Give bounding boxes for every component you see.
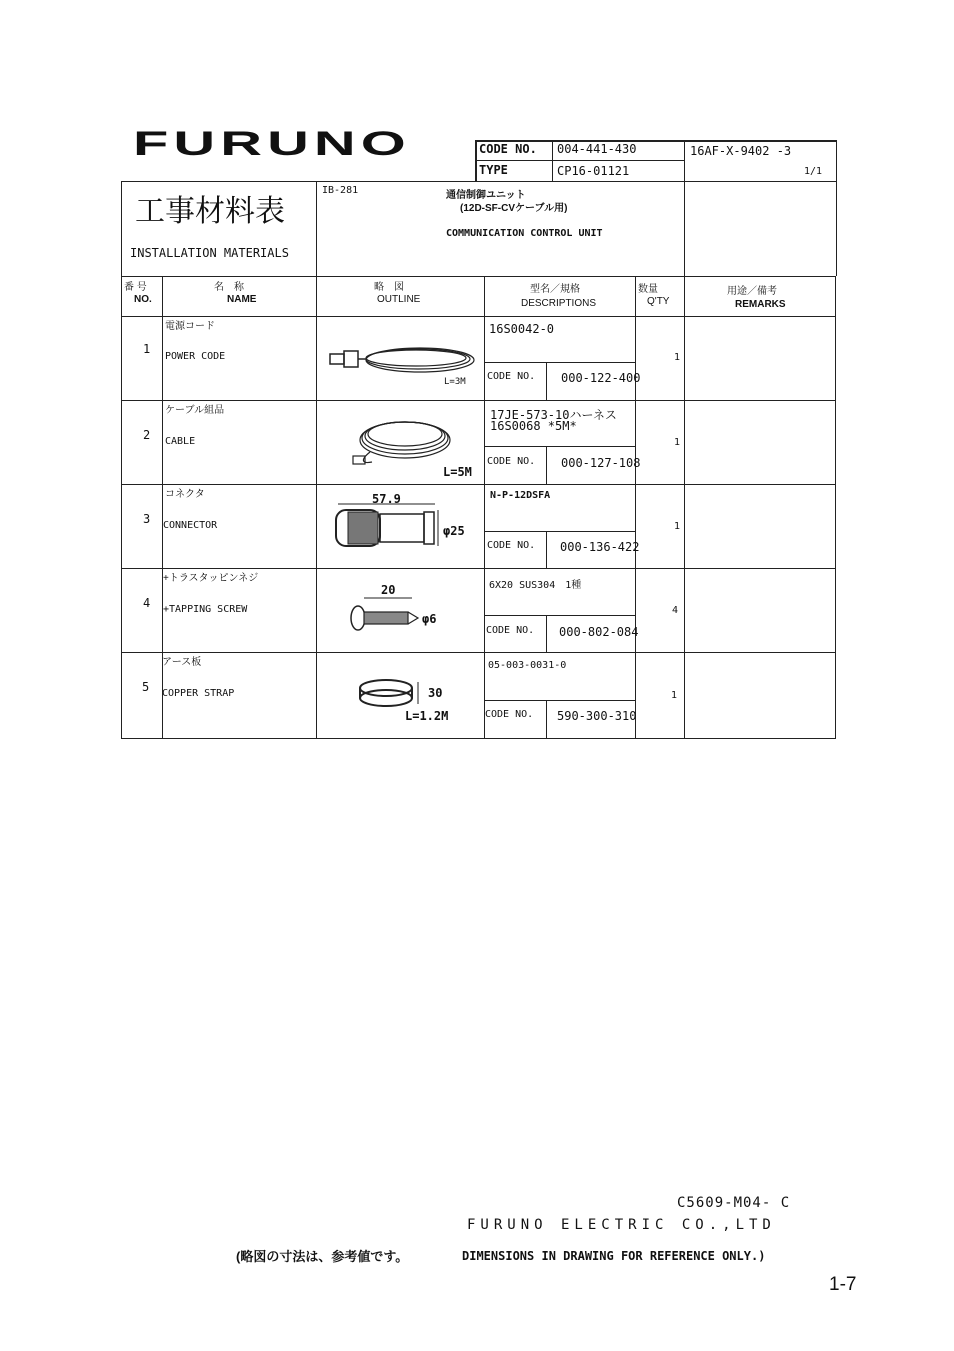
col-outline-jp: 略 図 — [374, 282, 404, 293]
unit-jp-2: (12D-SF-CVケーブル用) — [460, 203, 568, 214]
connector-drawing — [332, 500, 447, 552]
row-dim: L=3M — [444, 377, 466, 387]
desc-sub-4 — [484, 615, 635, 616]
col-name-jp: 名 称 — [214, 282, 244, 293]
row-name-en: POWER CODE — [165, 351, 226, 362]
row-name-en: CONNECTOR — [163, 520, 218, 531]
col-qty-jp: 数量 — [638, 284, 658, 295]
row-code-label: CODE NO. — [487, 456, 536, 467]
row-qty: 1 — [674, 521, 681, 532]
title-jp: 工事材料表 — [135, 194, 285, 229]
row-qty: 4 — [672, 605, 679, 616]
row-name-jp: 電源コード — [165, 321, 215, 332]
col-line-name — [162, 276, 163, 739]
table-border-right — [835, 276, 836, 739]
row-code-label: CODE NO. — [487, 540, 536, 551]
screw-drawing — [346, 594, 426, 634]
header-col-divider — [552, 140, 553, 182]
row-desc: 17JE-573-10ハーネス — [490, 408, 617, 422]
col-no-en: NO. — [134, 294, 152, 305]
row-qty: 1 — [671, 690, 678, 701]
col-no-jp: 番 号 — [124, 282, 147, 293]
row-no: 3 — [143, 512, 151, 526]
column-header-border-top — [121, 276, 836, 277]
col-line-outline — [316, 276, 317, 739]
code-no-value: 004-441-430 — [557, 142, 637, 156]
table-border-bottom — [121, 738, 836, 739]
doc-number: C5609-M04- C — [677, 1195, 791, 1211]
type-value: CP16-01121 — [557, 164, 630, 178]
col-desc-en: DESCRIPTIONS — [521, 298, 597, 309]
row-no: 1 — [143, 342, 151, 356]
row-desc-2: 16S0068 *5M* — [490, 419, 577, 433]
type-label: TYPE — [479, 163, 508, 177]
col-qty-en: Q'TY — [647, 296, 670, 307]
row-name-en: +TAPPING SCREW — [163, 604, 248, 615]
row-name-en: COPPER STRAP — [162, 688, 235, 699]
row-code: 000-122-400 — [561, 371, 641, 385]
row-dim-2: φ25 — [443, 524, 465, 538]
row-name-jp: ケーブル組品 — [165, 405, 225, 416]
row-code: 000-802-084 — [559, 625, 639, 639]
row-code-label: CODE NO. — [486, 625, 535, 636]
note-en: DIMENSIONS IN DRAWING FOR REFERENCE ONLY.) — [462, 1249, 766, 1263]
desc-sub-v4 — [546, 615, 547, 652]
desc-sub-v1 — [546, 362, 547, 400]
row-desc: 16S0042-0 — [489, 322, 555, 336]
row-no: 2 — [143, 428, 151, 442]
row-dim: L=5M — [443, 465, 472, 479]
header-divider — [475, 160, 684, 161]
col-name-en: NAME — [227, 294, 257, 305]
desc-sub-2 — [484, 446, 635, 447]
row-desc: 6X20 SUS304 1種 — [489, 580, 582, 591]
title-en: INSTALLATION MATERIALS — [130, 246, 289, 260]
row-code: 590-300-310 — [557, 709, 637, 723]
row-name-en: CABLE — [165, 436, 196, 447]
row-no: 5 — [142, 680, 150, 694]
row-dim: 20 — [381, 583, 396, 597]
page-fraction: 1/1 — [804, 166, 823, 177]
row-code-label: CODE NO. — [487, 371, 536, 382]
row-desc: 05-003-0031-0 — [488, 660, 567, 671]
row-dim: 30 — [428, 686, 443, 700]
col-remarks-jp: 用途／備考 — [727, 286, 777, 297]
unit-en: COMMUNICATION CONTROL UNIT — [446, 228, 603, 239]
row-code: 000-127-108 — [561, 456, 641, 470]
row-qty: 1 — [674, 352, 681, 363]
title-ref: IB-281 — [322, 185, 359, 196]
row-sep-1 — [121, 400, 836, 401]
row-dim: 57.9 — [372, 492, 401, 506]
doc-ref: 16AF-X-9402 -3 — [690, 144, 792, 158]
column-header-border-bottom — [121, 316, 836, 317]
unit-jp-1: 通信制御ユニット — [446, 190, 526, 201]
row-name-jp: アース板 — [162, 657, 202, 668]
table-border-left — [121, 181, 122, 739]
row-sep-2 — [121, 484, 836, 485]
code-no-label: CODE NO. — [479, 142, 537, 156]
desc-sub-v3 — [546, 531, 547, 568]
header-border-left — [475, 140, 477, 182]
desc-sub-3 — [484, 531, 635, 532]
col-line-desc — [484, 276, 485, 739]
company-name: FURUNO ELECTRIC CO.,LTD — [467, 1217, 776, 1233]
title-border-top — [121, 181, 836, 182]
col-outline-en: OUTLINE — [377, 294, 421, 305]
col-line-qty — [635, 276, 636, 739]
header-col-divider-2 — [684, 140, 685, 276]
row-name-jp: +トラスタッピンネジ — [163, 573, 259, 584]
row-dim-2: L=1.2M — [405, 709, 449, 723]
desc-sub-5 — [484, 700, 635, 701]
col-line-remarks — [684, 276, 685, 739]
row-desc: N-P-12DSFA — [490, 490, 551, 501]
row-code-label: CODE NO. — [485, 709, 534, 720]
row-dim-2: φ6 — [422, 612, 437, 626]
row-no: 4 — [143, 596, 151, 610]
desc-sub-v2 — [546, 446, 547, 484]
col-remarks-en: REMARKS — [735, 299, 786, 310]
page-number: 1-7 — [829, 1274, 857, 1295]
title-divider — [316, 181, 317, 276]
row-sep-4 — [121, 652, 836, 653]
row-qty: 1 — [674, 437, 681, 448]
row-name-jp: コネクタ — [165, 489, 205, 500]
furuno-logo: FURUNO — [133, 125, 411, 163]
row-code: 000-136-422 — [560, 540, 640, 554]
desc-sub-1 — [484, 362, 635, 363]
col-desc-jp: 型名／規格 — [530, 284, 580, 295]
note-jp: (略図の寸法は、参考値です。 — [236, 1249, 409, 1264]
header-border-right — [836, 140, 837, 276]
desc-sub-v5 — [546, 700, 547, 738]
